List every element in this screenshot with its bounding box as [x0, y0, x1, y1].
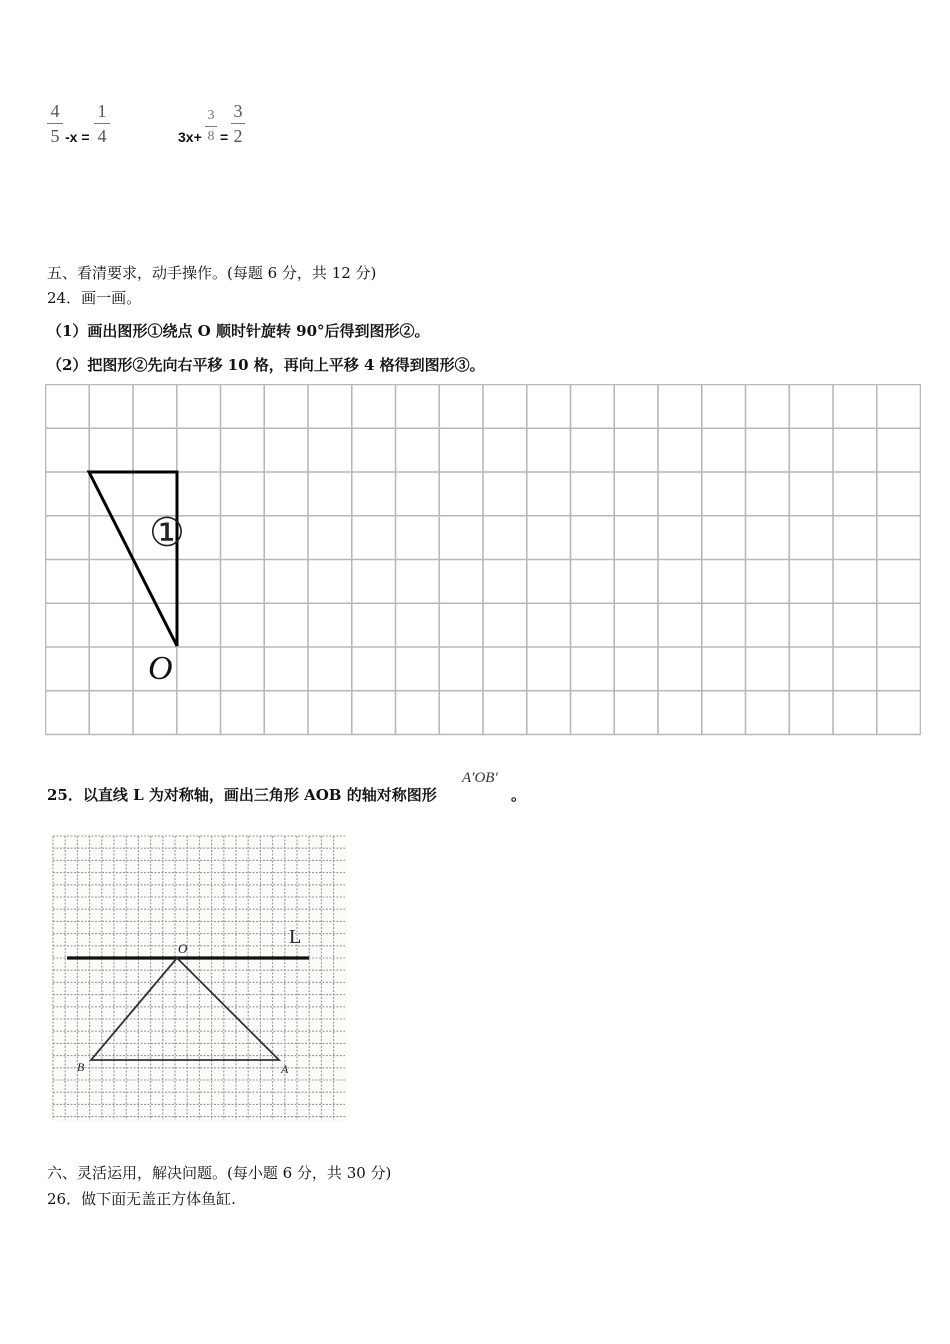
equation-lead: 3x+: [178, 129, 202, 145]
numerator: 4: [50, 101, 60, 121]
question-25-end: 。: [511, 786, 527, 804]
denominator: 5: [50, 126, 60, 146]
question-25-text: 25．以直线 L 为对称轴，画出三角形 AOB 的轴对称图形: [47, 786, 437, 804]
question-24-grid: [45, 384, 921, 736]
question-24-title: 24．画一画。: [47, 289, 142, 307]
equation-equals: =: [220, 129, 229, 145]
denominator: 4: [97, 126, 107, 146]
denominator: 8: [207, 129, 215, 144]
fraction-4-5: [47, 101, 63, 146]
numerator: 3: [207, 108, 215, 123]
question-25-title: [47, 784, 437, 805]
equation-operator: -x =: [65, 129, 90, 145]
point-o-label: O: [148, 650, 173, 687]
fraction-3-8: [205, 108, 217, 145]
target-triangle-label: A′OB′: [462, 770, 498, 786]
numerator: 1: [97, 101, 107, 121]
point-o-label: O: [178, 941, 188, 956]
line-l-label: L: [289, 926, 302, 948]
denominator: 2: [233, 126, 243, 146]
section-6-heading: 六、灵活运用，解决问题。(每小题 6 分，共 30 分): [47, 1164, 392, 1182]
question-26-title: 26．做下面无盖正方体鱼缸.: [47, 1190, 236, 1208]
section-5-heading: 五、看清要求，动手操作。(每题 6 分，共 12 分): [47, 264, 377, 282]
question-25-grid: [47, 830, 349, 1126]
shape-label-1: ①: [149, 510, 185, 555]
question-24-part-1: （1）画出图形①绕点 O 顺时针旋转 90°后得到图形②。: [47, 322, 430, 340]
point-b-label: B: [77, 1060, 85, 1074]
question-24-part-2: （2）把图形②先向右平移 10 格，再向上平移 4 格得到图形③。: [47, 356, 485, 374]
point-a-label: A: [281, 1062, 289, 1076]
fraction-3-2: [231, 101, 245, 146]
fraction-1-4: [94, 101, 110, 146]
numerator: 3: [233, 101, 243, 121]
